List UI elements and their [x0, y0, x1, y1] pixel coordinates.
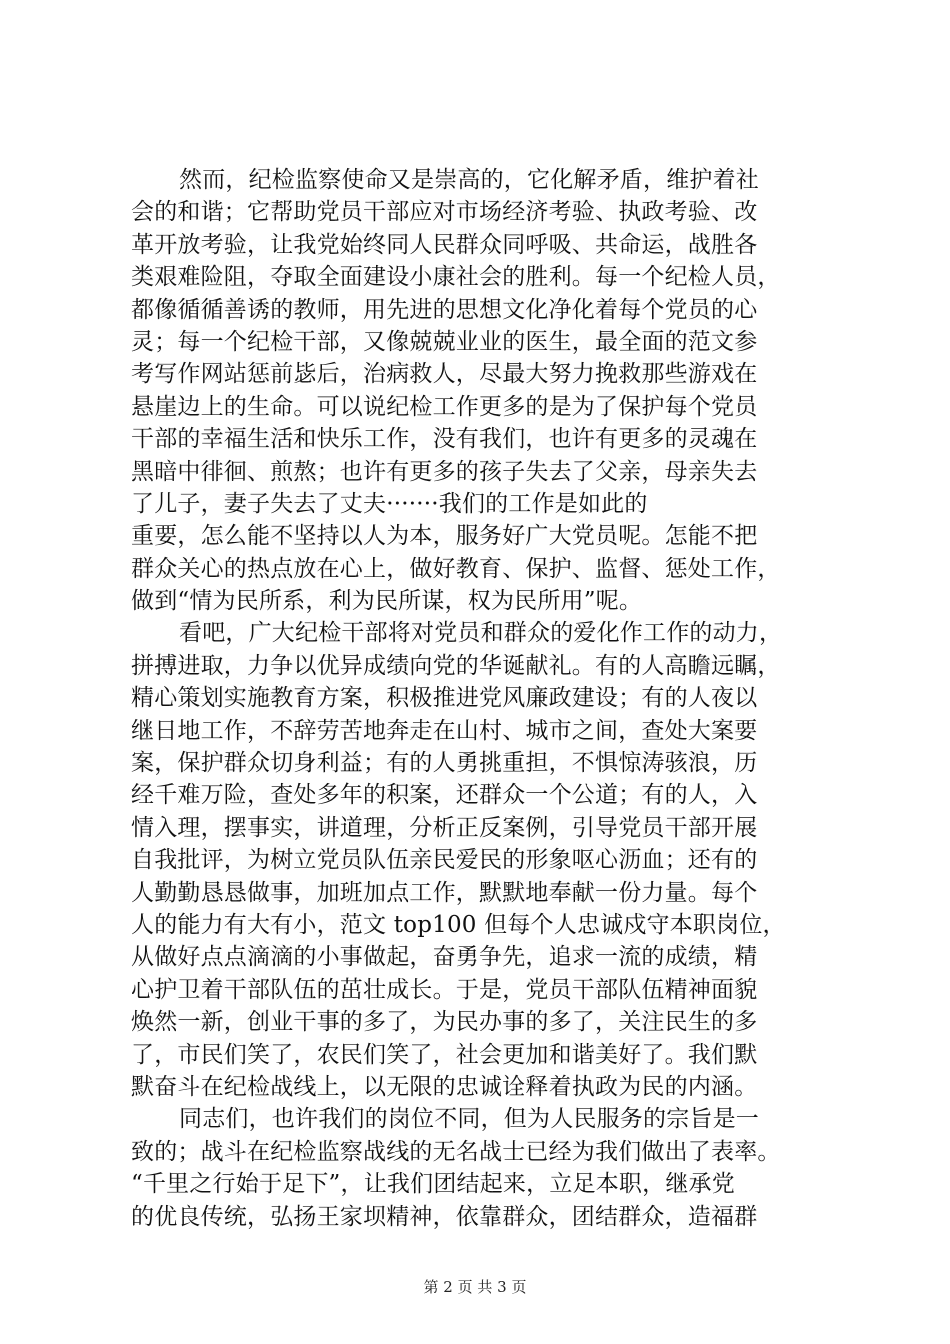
- text-line: 自我批评，为树立党员队伍亲民爱民的形象呕心沥血；还有的: [131, 847, 758, 874]
- text-line: 案，保护群众切身利益；有的人勇挑重担，不惧惊涛骇浪，历: [131, 750, 758, 777]
- text-line: 致的；战斗在纪检监察战线的无名战士已经为我们做出了表率。: [131, 1138, 781, 1165]
- text-line: 革开放考验，让我党始终同人民群众同呼吸、共命运，战胜各: [131, 231, 758, 258]
- page-footer: 第 2 页 共 3 页: [423, 1278, 527, 1296]
- text-line: 类艰难险阻，夺取全面建设小康社会的胜利。每一个纪检人员，: [131, 264, 781, 291]
- text-line: 然而，纪检监察使命又是崇高的，它化解矛盾，维护着社: [179, 167, 759, 193]
- text-line: 经千难万险，查处多年的积案，还群众一个公道；有的人，入: [131, 782, 758, 809]
- text-line: 考写作网站惩前毖后，治病救人，尽最大努力挽救那些游戏在: [131, 361, 758, 388]
- text-line: 的优良传统，弘扬王家坝精神，依靠群众，团结群众，造福群: [131, 1203, 758, 1230]
- text-line: 黑暗中徘徊、煎熬；也许有更多的孩子失去了父亲，母亲失去: [131, 458, 758, 485]
- text-line: 看吧，广大纪检干部将对党员和群众的爱化作工作的动力，: [179, 620, 783, 647]
- text-line: 了，市民们笑了，农民们笑了，社会更加和谐美好了。我们默: [131, 1041, 758, 1068]
- text-line: 默奋斗在纪检战线上，以无限的忠诚诠释着执政为民的内涵。: [131, 1073, 758, 1100]
- text-line: 从做好点点滴滴的小事做起，奋勇争先，追求一流的成绩，精: [131, 944, 758, 971]
- text-line: 同志们，也许我们的岗位不同，但为人民服务的宗旨是一: [179, 1106, 759, 1133]
- text-line: “千里之行始于足下”，让我们团结起来，立足本职，继承党: [131, 1171, 735, 1198]
- text-line: 人勤勤恳恳做事，加班加点工作，默默地奉献一份力量。每个: [131, 879, 758, 906]
- text-line: 做到“情为民所系，利为民所谋，权为民所用”呢。: [131, 588, 643, 615]
- text-line: 重要，怎么能不坚持以人为本，服务好广大党员呢。怎能不把: [131, 523, 758, 550]
- text-line: 干部的幸福生活和快乐工作，没有我们，也许有更多的灵魂在: [131, 426, 758, 453]
- text-line: 精心策划实施教育方案，积极推进党风廉政建设；有的人夜以: [131, 685, 758, 712]
- text-line: 灵；每一个纪检干部，又像兢兢业业的医生，最全面的范文参: [131, 328, 758, 355]
- document-body: [131, 164, 851, 1233]
- text-line: 心护卫着干部队伍的茁壮成长。于是，党员干部队伍精神面貌: [131, 976, 758, 1003]
- text-line: 都像循循善诱的教师，用先进的思想文化净化着每个党员的心: [131, 296, 758, 323]
- text-line: 焕然一新，创业干事的多了，为民办事的多了，关注民生的多: [131, 1009, 758, 1036]
- text-line: 继日地工作，不辞劳苦地奔走在山村、城市之间，查处大案要: [131, 717, 758, 744]
- text-line: 情入理，摆事实，讲道理，分析正反案例，引导党员干部开展: [131, 814, 758, 841]
- text-line: 悬崖边上的生命。可以说纪检工作更多的是为了保护每个党员: [131, 393, 758, 420]
- text-line: 拼搏进取，力争以优异成绩向党的华诞献礼。有的人高瞻远瞩，: [131, 652, 781, 679]
- text-line: 了儿子，妻子失去了丈夫·······我们的工作是如此的: [131, 490, 648, 517]
- text-line: 会的和谐；它帮助党员干部应对市场经济考验、执政考验、改: [131, 199, 758, 226]
- text-line: 人的能力有大有小，范文 top100 但每个人忠诚戍守本职岗位，: [131, 911, 786, 938]
- text-line: 群众关心的热点放在心上，做好教育、保护、监督、惩处工作，: [131, 555, 781, 582]
